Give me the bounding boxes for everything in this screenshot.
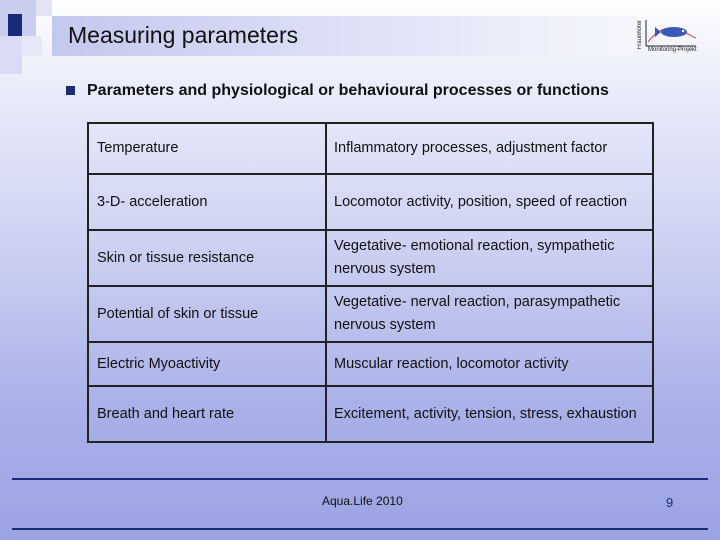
table-row	[88, 342, 653, 386]
parameter-cell: Breath and heart rate	[88, 386, 326, 442]
bottom-divider	[12, 528, 708, 530]
process-cell: Vegetative- nerval reaction, parasympathetic nervous system	[326, 286, 653, 342]
parameter-cell: Temperature	[88, 123, 326, 174]
parameters-table	[87, 122, 654, 443]
corner-square	[22, 36, 42, 56]
logo-vertical-text: Fraunhofer	[637, 20, 643, 50]
parameter-cell: Skin or tissue resistance	[88, 230, 326, 286]
table-row	[88, 386, 653, 442]
corner-square	[36, 0, 52, 16]
process-cell: Locomotor activity, position, speed of reaction	[326, 174, 653, 230]
table-row	[88, 286, 653, 342]
bullet-square-icon	[66, 86, 75, 95]
page-number: 9	[666, 495, 674, 510]
parameter-cell: 3-D- acceleration	[88, 174, 326, 230]
corner-square	[0, 36, 22, 74]
process-cell: Excitement, activity, tension, stress, exhaustion	[326, 386, 653, 442]
parameter-cell: Potential of skin or tissue	[88, 286, 326, 342]
table-row	[88, 123, 653, 174]
corner-square-dark	[8, 14, 22, 36]
process-cell: Inflammatory processes, adjustment factor	[326, 123, 653, 174]
logo-caption: Monitoring-Projekt	[648, 47, 697, 53]
footer-divider	[12, 478, 708, 480]
parameter-cell: Electric Myoactivity	[88, 342, 326, 386]
table-row	[88, 230, 653, 286]
page-title: Measuring parameters	[68, 22, 299, 48]
process-cell: Vegetative- emotional reaction, sympathetic nervous system	[326, 230, 653, 286]
footer-text: Aqua.Life 2010	[322, 494, 403, 508]
bullet-heading: Parameters and physiological or behavioural processes or functions	[87, 82, 609, 99]
process-cell: Muscular reaction, locomotor activity	[326, 342, 653, 386]
table-row	[88, 174, 653, 230]
